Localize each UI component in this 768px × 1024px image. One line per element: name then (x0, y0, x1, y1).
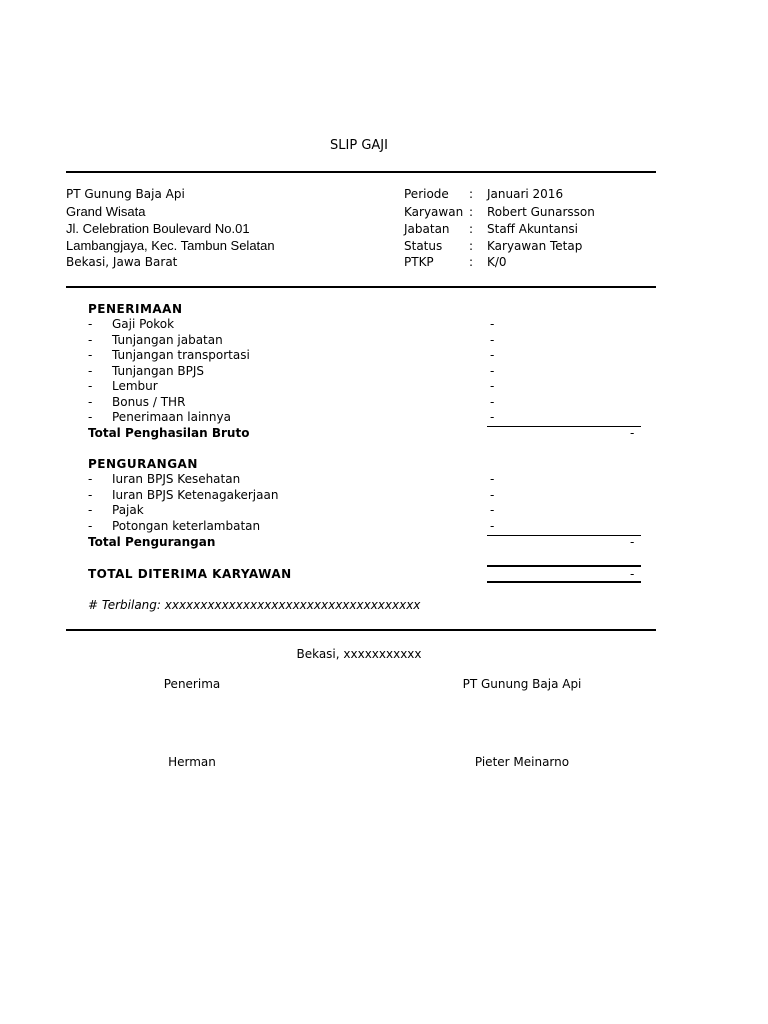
item-bullet: - (88, 519, 93, 533)
info-colon: : (469, 187, 474, 201)
grand-total-top-rule (487, 565, 641, 567)
signature-left-name: Herman (168, 755, 216, 769)
item-label-tunjangan-transportasi: Tunjangan transportasi (112, 348, 250, 362)
section-heading-pengurangan: PENGURANGAN (88, 457, 198, 471)
item-label-penerimaan-lainnya: Penerimaan lainnya (112, 410, 231, 424)
item-bullet: - (88, 503, 93, 517)
item-amount-tunjangan-bpjs: - (490, 364, 495, 378)
total-amount-pengurangan: - (630, 535, 635, 549)
signature-right-name: Pieter Meinarno (474, 755, 570, 769)
item-amount-potongan-keterlambatan: - (490, 519, 495, 533)
item-label-tunjangan-bpjs: Tunjangan BPJS (112, 364, 205, 378)
info-value-jabatan: Staff Akuntansi (487, 222, 579, 236)
footer-rule (66, 629, 656, 631)
info-colon: : (469, 239, 474, 253)
item-label-bonus-thr: Bonus / THR (112, 395, 186, 409)
header-bottom-rule (66, 286, 656, 288)
item-amount-tunjangan-jabatan: - (490, 333, 495, 347)
grand-total-bottom-rule (487, 581, 641, 583)
item-amount-bpjs-ketenagakerjaan: - (490, 488, 495, 502)
item-bullet: - (88, 472, 93, 486)
company-address-line-2: Jl. Celebration Boulevard No.01 (66, 221, 250, 236)
signature-right-title: PT Gunung Baja Api (462, 677, 582, 691)
item-label-lembur: Lembur (112, 379, 158, 393)
info-label-karyawan: Karyawan (404, 205, 464, 219)
header-top-rule (66, 171, 656, 173)
item-label-bpjs-ketenagakerjaan: Iuran BPJS Ketenagakerjaan (112, 488, 279, 502)
item-bullet: - (88, 488, 93, 502)
item-amount-bonus-thr: - (490, 395, 495, 409)
info-colon: : (469, 205, 474, 219)
page-title: SLIP GAJI (330, 138, 388, 153)
total-label-pengurangan: Total Pengurangan (88, 535, 216, 549)
info-value-status: Karyawan Tetap (487, 239, 583, 253)
signature-left-title: Penerima (163, 677, 221, 691)
total-amount-bruto: - (630, 426, 635, 440)
item-label-tunjangan-jabatan: Tunjangan jabatan (112, 333, 223, 347)
subtotal-rule (487, 535, 641, 536)
item-bullet: - (88, 333, 93, 347)
item-bullet: - (88, 364, 93, 378)
info-label-ptkp: PTKP (404, 255, 434, 269)
item-amount-pajak: - (490, 503, 495, 517)
company-name: PT Gunung Baja Api (66, 187, 185, 201)
item-bullet: - (88, 379, 93, 393)
company-address-line-1: Grand Wisata (66, 204, 146, 219)
info-label-jabatan: Jabatan (404, 222, 450, 236)
info-label-periode: Periode (404, 187, 449, 201)
item-amount-lembur: - (490, 379, 495, 393)
item-bullet: - (88, 317, 93, 331)
item-label-potongan-keterlambatan: Potongan keterlambatan (112, 519, 261, 533)
item-amount-penerimaan-lainnya: - (490, 410, 495, 424)
info-value-periode: Januari 2016 (487, 187, 564, 201)
company-address-line-4: Bekasi, Jawa Barat (66, 255, 178, 269)
item-label-bpjs-kesehatan: Iuran BPJS Kesehatan (112, 472, 241, 486)
item-bullet: - (88, 348, 93, 362)
item-bullet: - (88, 410, 93, 424)
section-heading-penerimaan: PENERIMAAN (88, 302, 183, 316)
info-colon: : (469, 222, 474, 236)
terbilang-text: # Terbilang: xxxxxxxxxxxxxxxxxxxxxxxxxxxxxxxxxxxx (88, 598, 421, 612)
info-label-status: Status (404, 239, 443, 253)
total-label-bruto: Total Penghasilan Bruto (88, 426, 250, 440)
item-amount-tunjangan-transportasi: - (490, 348, 495, 362)
company-address-line-3: Lambangjaya, Kec. Tambun Selatan (66, 238, 275, 253)
info-colon: : (469, 255, 474, 269)
item-label-gaji-pokok: Gaji Pokok (112, 317, 175, 331)
item-bullet: - (88, 395, 93, 409)
grand-total-label: TOTAL DITERIMA KARYAWAN (88, 567, 292, 581)
subtotal-rule (487, 426, 641, 427)
item-amount-bpjs-kesehatan: - (490, 472, 495, 486)
info-value-ptkp: K/0 (487, 255, 507, 269)
item-label-pajak: Pajak (112, 503, 144, 517)
place-date: Bekasi, xxxxxxxxxxx (296, 647, 422, 661)
item-amount-gaji-pokok: - (490, 317, 495, 331)
grand-total-amount: - (630, 567, 635, 581)
info-value-karyawan: Robert Gunarsson (487, 205, 595, 219)
